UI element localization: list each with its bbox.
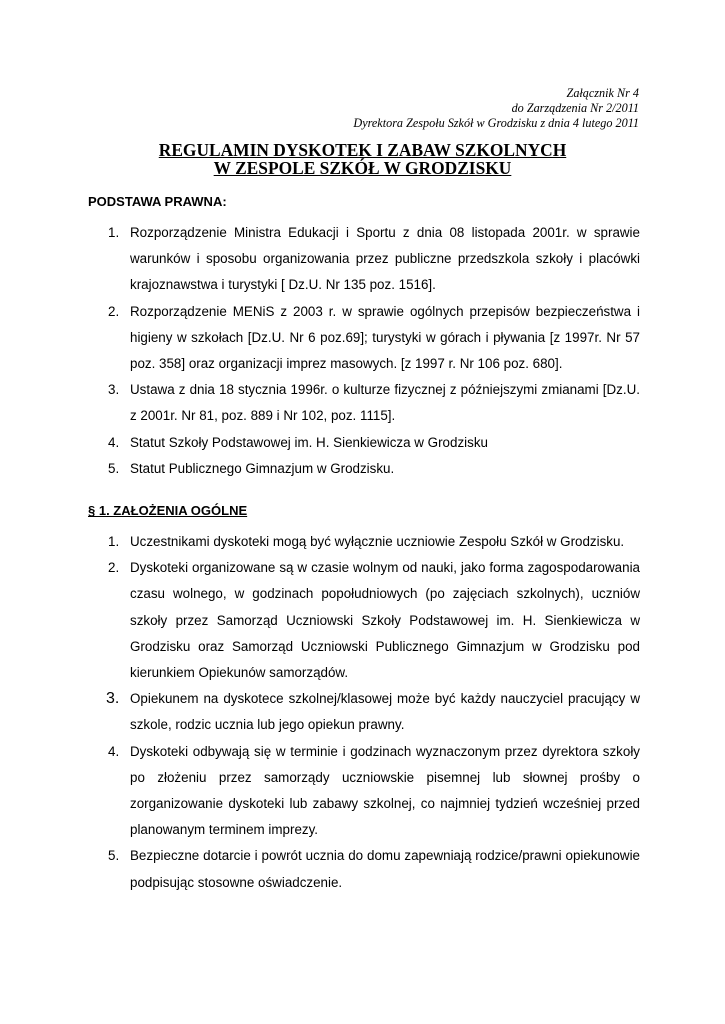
list-item [100, 430, 640, 456]
section1-list [100, 529, 640, 896]
list-item-number: 5. [108, 848, 120, 864]
document-title-line: REGULAMIN DYSKOTEK I ZABAW SZKOLNYCH [158, 140, 567, 160]
list-item-number: 3. [108, 382, 120, 398]
list-item-text: Ustawa z dnia 18 stycznia 1996r. o kulturze fizycznej z późniejszymi zmianami [Dz.U. z 2001r. Nr 81, poz. 889 i Nr 102, poz. 1115]. [130, 382, 640, 424]
list-item-text: Opiekunem na dyskotece szkolnej/klasowej może być każdy nauczyciel pracujący w szkole, rodzic ucznia lub jego opiekun prawny. [130, 691, 640, 733]
list-item-number: 3. [106, 690, 120, 708]
list-item-text: Bezpieczne dotarcie i powrót ucznia do domu zapewniają rodzice/prawni opiekunowie podpisując stosowne oświadczenie. [130, 848, 640, 890]
list-item-number: 5. [108, 460, 120, 476]
document-title [0, 141, 725, 177]
list-item [100, 377, 640, 429]
list-item [100, 456, 640, 482]
document-title-line: W ZESPOLE SZKÓŁ W GRODZISKU [213, 158, 512, 178]
list-item-number: 1. [108, 534, 120, 549]
attachment-note-line: Dyrektora Zespołu Szkół w Grodzisku z dnia 4 lutego 2011 [353, 116, 639, 130]
section1-heading: § 1. ZAŁOŻENIA OGÓLNE [88, 503, 248, 518]
list-item-number: 4. [108, 434, 120, 450]
list-item [100, 843, 640, 895]
attachment-note-line: Załącznik Nr 4 [566, 86, 639, 100]
list-item [100, 555, 640, 686]
attachment-note-line: do Zarządzenia Nr 2/2011 [511, 101, 639, 115]
list-item-text: Rozporządzenie Ministra Edukacji i Sportu z dnia 08 listopada 2001r. w sprawie warunków i sposobu organizowania przez publiczne przedszkola szkoły i placówki krajoznawstwa i turystyki [ Dz.U. Nr 135 poz. 1516]. [130, 225, 640, 293]
legal-basis-list [100, 220, 640, 482]
list-item-text: Uczestnikami dyskoteki mogą być wyłącznie uczniowie Zespołu Szkół w Grodzisku. [130, 534, 625, 549]
list-item [100, 220, 640, 299]
attachment-note [179, 86, 639, 131]
list-item-text: Dyskoteki organizowane są w czasie wolnym od nauki, jako forma zagospodarowania czasu wolnego, w godzinach popołudniowych (po zajęciach szkolnych), uczniów szkoły przez Samorząd Uczniowski Szkoły Podstawowej im. H. Sienkiewicza w Grodzisku oraz Samorząd Uczniowski Publicznego Gimnazjum w Grodzisku pod kierunkiem Opiekunów samorządów. [130, 560, 640, 681]
list-item-number: 1. [108, 225, 120, 240]
list-item-text: Rozporządzenie MENiS z 2003 r. w sprawie ogólnych przepisów bezpieczeństwa i higieny w szkołach [Dz.U. Nr 6 poz.69]; turystyki w górach i pływania [z 1997r. Nr 57 poz. 358] oraz organizacji imprez masowych. [z 1997 r. Nr 106 poz. 680]. [130, 303, 640, 372]
list-item [100, 529, 640, 555]
list-item-number: 2. [108, 560, 120, 576]
list-item-number: 4. [108, 743, 120, 759]
list-item-text: Statut Szkoły Podstawowej im. H. Sienkiewicza w Grodzisku [130, 434, 488, 450]
list-item [100, 299, 640, 378]
list-item [100, 686, 640, 738]
list-item-text: Dyskoteki odbywają się w terminie i godzinach wyznaczonym przez dyrektora szkoły po złożeniu przez samorządy uczniowskie pisemnej lub słownej prośby o zorganizowanie dyskoteki lub zabawy szkolnej, co najmniej tydzień wcześniej przed planowanym terminem imprezy. [130, 743, 640, 838]
list-item-number: 2. [108, 303, 120, 319]
legal-basis-heading: PODSTAWA PRAWNA: [88, 194, 227, 209]
list-item [100, 739, 640, 844]
list-item-text: Statut Publicznego Gimnazjum w Grodzisku. [130, 460, 395, 476]
